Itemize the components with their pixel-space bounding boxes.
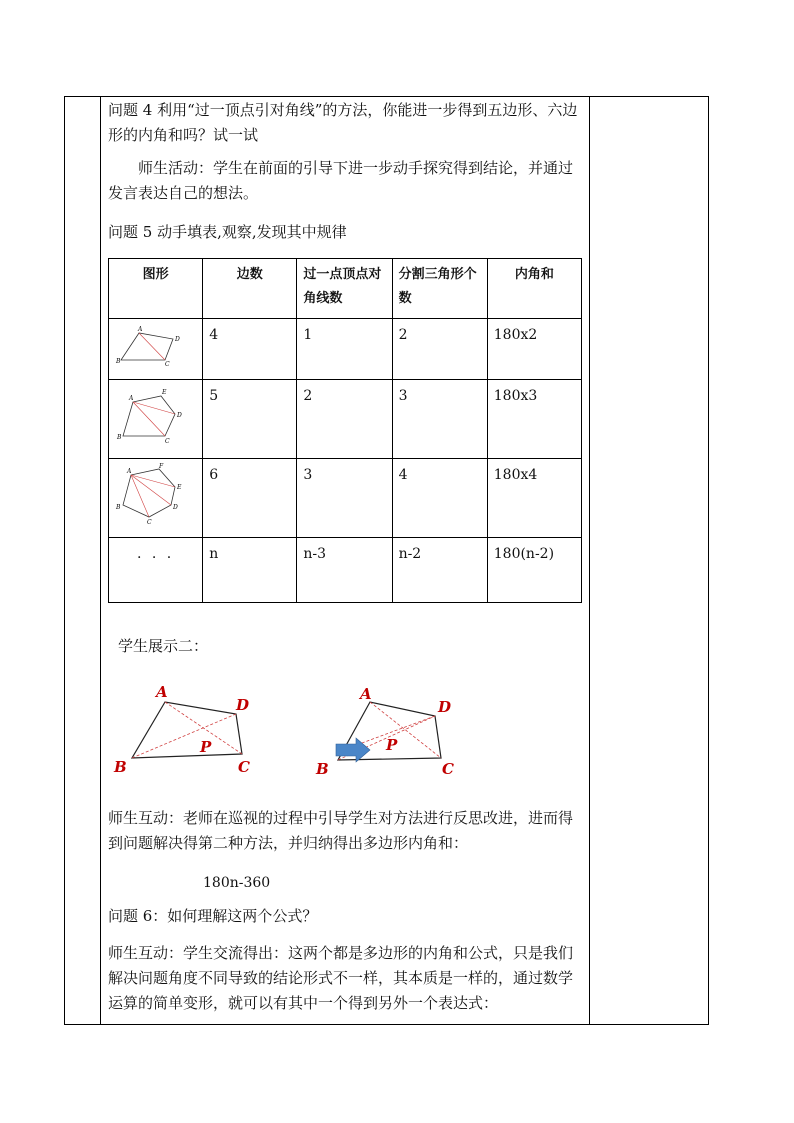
label-a: A: [129, 395, 134, 402]
formula: 180n-360: [203, 875, 271, 891]
cell-angle-sum: 180x4: [487, 459, 581, 538]
label-c: C: [165, 361, 170, 367]
question-6: 问题 6：如何理解这两个公式？: [108, 907, 318, 925]
cell-figure-ellipsis: . . .: [109, 538, 203, 603]
quadrilateral-diagram: [115, 323, 195, 367]
header-figure: 图形: [109, 259, 203, 319]
quadrilateral-point-diagrams: [108, 680, 584, 790]
label-c: C: [165, 438, 170, 445]
label-c: C: [442, 760, 454, 778]
label-e: E: [177, 484, 182, 491]
polygon-table: [108, 258, 582, 603]
cell-triangles: 3: [392, 380, 487, 459]
cell-sides: n: [203, 538, 297, 603]
activity-2: 师生互动：老师在巡视的过程中引导学生对方法进行反思改进，进而得到问题解决得第二种方法，并归纳得出多边形内角和：: [108, 809, 574, 852]
cell-triangles: n-2: [392, 538, 487, 603]
label-b: B: [316, 760, 329, 778]
label-p: P: [386, 736, 398, 754]
header-diagonals: 过一点顶点对角线数: [297, 259, 392, 319]
label-e: E: [162, 389, 167, 396]
cell-angle-sum: 180x2: [487, 319, 581, 380]
pentagon-diagram: [115, 384, 195, 446]
label-a: A: [127, 468, 132, 475]
table-row: [109, 319, 582, 380]
question-4: 问题 4 利用“过一顶点引对角线”的方法，你能进一步得到五边形、六边形的内角和吗？试一试: [108, 101, 578, 144]
table-row: [109, 380, 582, 459]
cell-sides: 6: [203, 459, 297, 538]
cell-sides: 5: [203, 380, 297, 459]
cell-triangles: 2: [392, 319, 487, 380]
pentagon-figure: [109, 380, 203, 459]
diagram-left: [113, 683, 250, 776]
cell-sides: 4: [203, 319, 297, 380]
student-show-2: 学生展示二：: [118, 637, 209, 655]
cell-diagonals: 3: [297, 459, 392, 538]
cell-angle-sum: 180x3: [487, 380, 581, 459]
label-c: C: [147, 519, 152, 525]
label-f: F: [159, 463, 164, 470]
cell-angle-sum: 180(n-2): [487, 538, 581, 603]
diagram-right: [315, 685, 454, 778]
arrow-icon: [336, 738, 370, 762]
label-a: A: [360, 685, 372, 703]
activity-1: 师生活动：学生在前面的引导下进一步动手探究得到结论，并通过发言表达自己的想法。: [108, 159, 574, 202]
left-column-divider: [100, 97, 101, 1024]
header-angle-sum: 内角和: [487, 259, 581, 319]
label-d: D: [438, 698, 452, 716]
label-a: A: [138, 326, 143, 333]
cell-triangles: 4: [392, 459, 487, 538]
label-d: D: [177, 412, 182, 419]
header-sides: 边数: [203, 259, 297, 319]
label-d: D: [175, 336, 180, 343]
quadrilateral-figure: [109, 319, 203, 380]
label-c: C: [238, 758, 250, 776]
table-row: [109, 538, 582, 603]
table-header-row: [109, 259, 582, 319]
label-b: B: [116, 358, 121, 365]
label-p: P: [200, 738, 212, 756]
question-5: 问题 5 动手填表,观察,发现其中规律: [108, 223, 347, 241]
label-b: B: [117, 434, 122, 441]
activity-3: 师生互动：学生交流得出：这两个都是多边形的内角和公式，只是我们解决问题角度不同导致的结论形式不一样，其本质是一样的，通过数学运算的简单变形，就可以有其中一个得到另外一个表达式：: [108, 944, 574, 1012]
label-a: A: [156, 683, 168, 701]
hexagon-figure: [109, 459, 203, 538]
hexagon-diagram: [115, 463, 195, 525]
label-b: B: [116, 504, 121, 511]
cell-diagonals: 1: [297, 319, 392, 380]
table-row: [109, 459, 582, 538]
label-d: D: [173, 504, 178, 511]
label-d: D: [236, 696, 250, 714]
cell-diagonals: 2: [297, 380, 392, 459]
right-column-divider: [589, 97, 590, 1024]
label-b: B: [114, 758, 127, 776]
cell-diagonals: n-3: [297, 538, 392, 603]
header-triangles: 分割三角形个数: [392, 259, 487, 319]
